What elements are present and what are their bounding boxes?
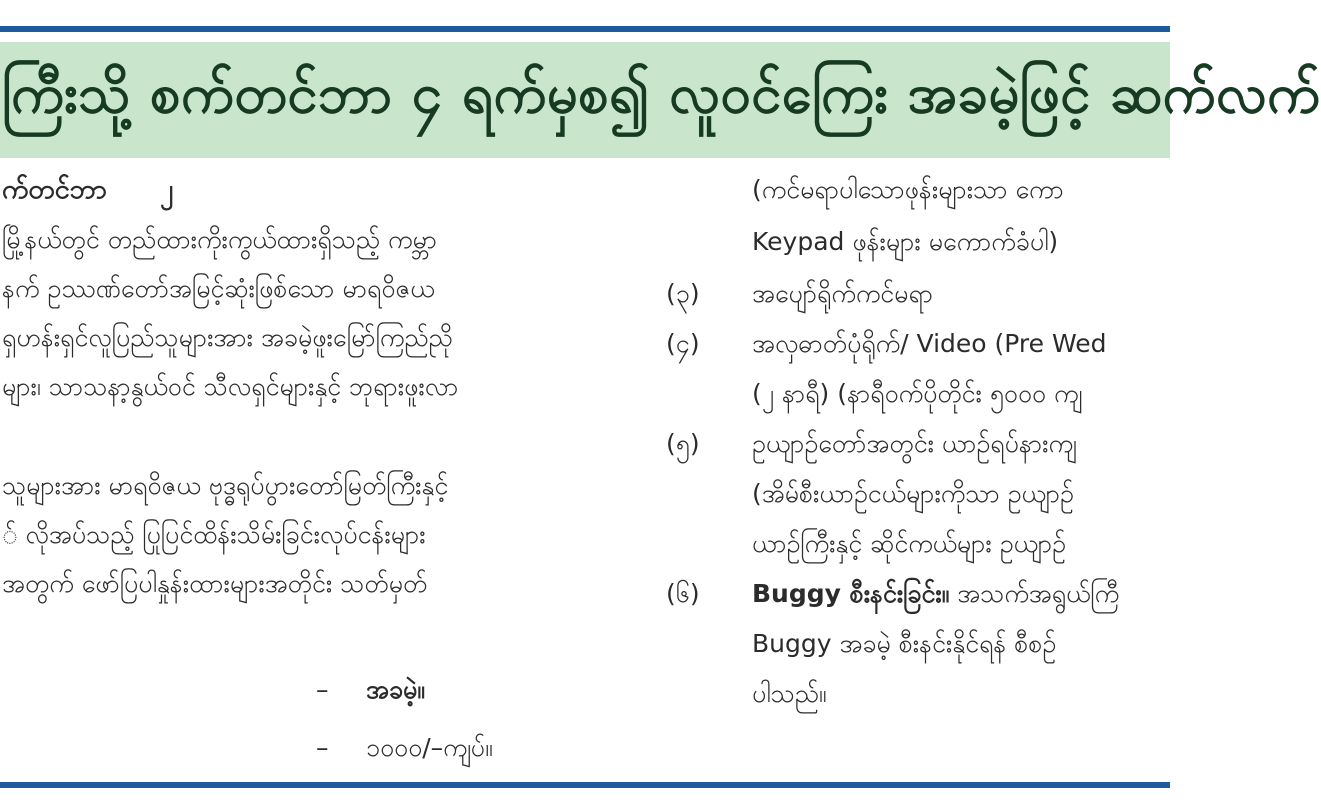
body-line: ရှဟန်းရှင်လူပြည်သူများအား အခမဲ့ဖူးမြော်ကြည်ညို <box>2 323 453 352</box>
body-line: နက် ဥဿဏ်တော်အမြင့်ဆုံးဖြစ်သော မာရဝိဇယ <box>2 274 435 303</box>
dateline-number: ၂ <box>160 174 174 205</box>
item-line: Buggy အခမဲ့ စီးနင်းနိုင်ရန် စီစဉ် <box>752 629 1057 658</box>
headline-banner <box>0 42 1321 158</box>
body-line: သူများအား မာရဝိဇယ ဗုဒ္ဓရုပ်ပွားတော်မြတ်ကြီးနှင့် <box>2 471 449 500</box>
bottom-rule <box>0 782 1170 788</box>
body-line: များ၊ သာသနာ့နွယ်ဝင် သီလရှင်များနှင့် ဘုရားဖူးလာ <box>2 372 459 401</box>
body-line: ် လိုအပ်သည့် ပြုပြင်ထိန်းသိမ်းခြင်းလုပ်ငန်းများ <box>2 520 426 549</box>
item-number: (၅) <box>666 429 700 458</box>
item-number: (၃) <box>666 279 700 308</box>
right-column <box>660 168 1170 778</box>
item-line: အလှဓာတ်ပုံရိုက်/ Video (Pre Wed <box>752 329 1107 358</box>
item-line: ဥယျာဉ်တော်အတွင်း ယာဉ်ရပ်နားကျ <box>752 429 1077 458</box>
item-number: (၆) <box>666 579 700 608</box>
fee-value: အခမဲ့။ <box>366 675 425 704</box>
fee-dash: – <box>316 675 329 704</box>
top-rule <box>0 26 1170 32</box>
item-bold-lead: Buggy စီးနင်းခြင်း။ <box>752 579 950 608</box>
left-column <box>0 168 640 778</box>
item-text: အသက်အရွယ်ကြီ <box>949 579 1120 608</box>
body-line: အတွက် ဖော်ပြပါနှုန်းထားများအတိုင်း သတ်မှတ် <box>2 569 428 598</box>
headline-text: ကြီးသို့ စက်တင်ဘာ ၄ ရက်မှစ၍ လူဝင်ကြေး အခမဲ့ဖြင့် ဆက်လက် <box>2 62 1321 125</box>
item-line: အပျော်ရိုက်ကင်မရာ <box>752 279 934 308</box>
body-line: (ကင်မရာပါသောဖုန်းများသာ ကော <box>752 175 1064 204</box>
item-line <box>752 576 1119 612</box>
dateline-label: က်တင်ဘာ <box>2 174 107 205</box>
body-line: Keypad ဖုန်းများ မကောက်ခံပါ) <box>752 227 1059 256</box>
body-line: မြို့နယ်တွင် တည်ထားကိုးကွယ်ထားရှိသည့် ကမ္ဘာ <box>2 225 438 254</box>
item-line: ယာဉ်ကြီးနှင့် ဆိုင်ကယ်များ ဥယျာဉ် <box>752 529 1066 558</box>
item-number: (၄) <box>666 329 700 358</box>
item-line: (အိမ်စီးယာဉ်ငယ်များကိုသာ ဥယျာဉ် <box>752 479 1074 508</box>
fee-dash: – <box>316 733 329 762</box>
item-line: ပါသည်။ <box>752 679 827 708</box>
item-line: (၂ နာရီ) (နာရီဝက်ပိုတိုင်း ၅၀၀၀ ကျ <box>752 379 1083 408</box>
fee-value: ၁၀၀၀/–ကျပ်။ <box>366 733 493 762</box>
